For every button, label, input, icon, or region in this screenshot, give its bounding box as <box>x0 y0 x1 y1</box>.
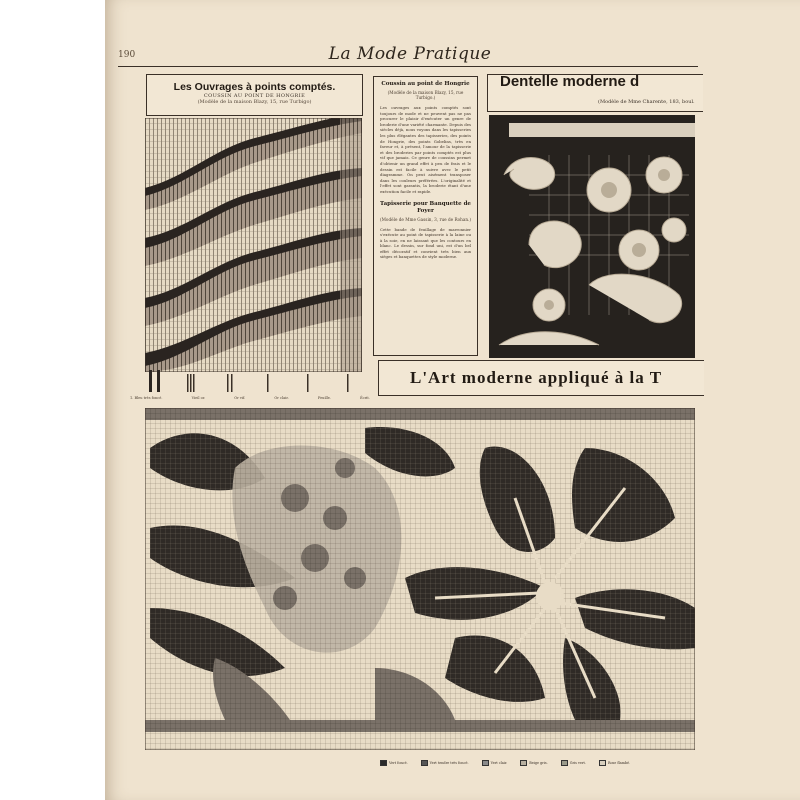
legend-entry <box>380 760 408 766</box>
swatch <box>520 760 527 766</box>
legend-entry <box>520 760 548 766</box>
dentelle-credit: (Modèle de Mme Charente, 183, boul. <box>598 99 695 105</box>
column-credit-coussin: (Modèle de la maison Blazy, 15, rue Turbigo.) <box>387 90 464 100</box>
swatch <box>380 760 387 766</box>
ouvrages-credit: (Modèle de la maison Blazy, 15, rue Turbigo) <box>197 99 312 105</box>
column-heading-coussin: Coussin au point de Hongrie <box>381 81 470 87</box>
ouvrages-subtitle: COUSSIN AU POINT DE HONGRIE <box>203 93 306 99</box>
column-heading-tapisserie: Tapisserie pour Banquette de Foyer <box>380 200 471 214</box>
swatch <box>421 760 428 766</box>
ouvrages-title-box <box>146 74 363 116</box>
legend-item: Or clair. <box>274 396 289 400</box>
legend-label: Vert foncé. <box>389 761 408 765</box>
hongrie-legend <box>130 396 370 400</box>
legend-label: Vert clair. <box>490 761 508 765</box>
swatch <box>599 760 606 766</box>
column-credit-tapisserie: (Modèle de Mme Gassin, 3, rue de Rohan.) <box>380 216 471 222</box>
legend-item: Feuille. <box>317 396 331 400</box>
legend-label: Gris vert. <box>569 761 586 765</box>
tapisserie-chart <box>145 408 695 750</box>
legend-entry <box>561 760 586 766</box>
legend-label: Beige gris. <box>529 761 548 765</box>
article-column <box>373 76 478 356</box>
legend-label: Vert tendre très foncé. <box>429 761 469 765</box>
swatch <box>482 760 489 766</box>
lace-photo <box>489 115 695 358</box>
page-number: 190 <box>118 50 136 60</box>
header-rule <box>118 66 698 67</box>
legend-entry <box>482 760 508 766</box>
dentelle-title: Dentelle moderne d <box>500 73 640 90</box>
art-title: L'Art moderne appliqué à la T <box>410 368 663 387</box>
legend-entry <box>421 760 469 766</box>
masthead: La Mode Pratique <box>328 44 492 64</box>
legend-item: Écrit. <box>360 396 370 400</box>
column-body-tapisserie: Cette bande de feuillage de marronnier s'exécute au point de tapisserie à la laine ou à la soie, en ne laissant que les contours en blanc. Le dessin, sur fond uni, est d'un bel effet décoratif et convient très bien aux sièges et banquettes de style moderne. <box>380 226 471 260</box>
tapisserie-legend <box>380 760 700 766</box>
ouvrages-title: Les Ouvrages à points comptés. <box>173 81 336 93</box>
hongrie-pattern-chart <box>145 118 362 372</box>
legend-item: Vieil or. <box>191 396 206 400</box>
legend-label: Rose flambé. <box>607 761 631 765</box>
legend-item: Or vif. <box>234 396 246 400</box>
legend-entry <box>599 760 630 766</box>
column-body-coussin: Les ouvrages aux points comptés sont toujours de mode et ne peuvent pas ne pas procurer le plaisir d'exécuter un genre de broderie d'une variété charmante. Depuis des siècles déjà, nous voyons dans les tapisseries les plus élégantes des tapisseries, des points de Hongrie, des points Gobelins, très en faveur et, à présent, l'amour de la tapisserie et des broderies par points comptés est plus vif que jamais. Ce genre de coussins permet d'obtenir un grand effet à peu de frais et le dessin est facile à suivre avec le petit diagramme. On peut aisément transposer dans les couleurs préférées. L'originalité et l'effet sont garantis, la broderie étant d'une exécution facile et rapide. <box>380 105 471 194</box>
legend-item: 1. Bleu très foncé. <box>130 396 163 400</box>
swatch <box>561 760 568 766</box>
hongrie-color-key-bars <box>147 370 362 392</box>
